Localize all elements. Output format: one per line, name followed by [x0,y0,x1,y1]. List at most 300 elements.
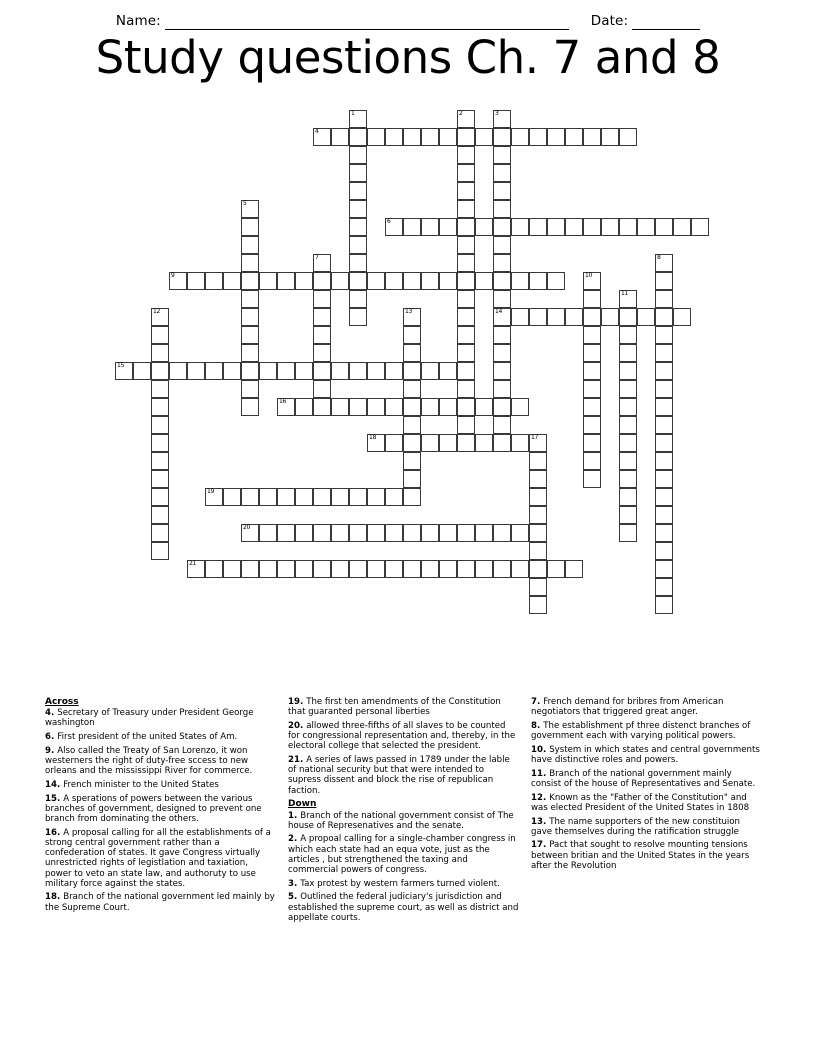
crossword-cell[interactable] [529,542,547,560]
crossword-cell[interactable] [601,308,619,326]
crossword-cell[interactable] [457,326,475,344]
crossword-cell[interactable] [349,164,367,182]
clue-text: Outlined the federal judiciary's jurisdiction and established the supreme court, as well as district and appellate courts. [288,892,519,923]
crossword-cell[interactable] [403,272,421,290]
crossword-cell[interactable] [277,362,295,380]
crossword-cell[interactable] [457,308,475,326]
crossword-cell[interactable] [421,434,439,452]
crossword-cell[interactable] [493,272,511,290]
crossword-cell[interactable] [619,128,637,146]
crossword-cell[interactable] [439,560,457,578]
crossword-cell[interactable] [457,254,475,272]
crossword-cell[interactable] [295,362,313,380]
crossword-cell[interactable] [619,290,637,308]
crossword-cell[interactable] [403,128,421,146]
crossword-cell[interactable] [367,524,385,542]
crossword-cell[interactable] [601,218,619,236]
clue-down-1 [288,811,519,831]
crossword-cell[interactable] [655,218,673,236]
crossword-cell[interactable] [331,128,349,146]
crossword-cell[interactable] [205,362,223,380]
crossword-cell[interactable] [529,218,547,236]
crossword-cell[interactable] [637,308,655,326]
crossword-cell[interactable] [457,236,475,254]
crossword-cell[interactable] [565,308,583,326]
crossword-cell[interactable] [529,596,547,614]
crossword-cell[interactable] [403,362,421,380]
crossword-cell[interactable] [439,218,457,236]
crossword-cell[interactable] [673,218,691,236]
crossword-cell[interactable] [331,524,349,542]
crossword-cell[interactable] [619,326,637,344]
crossword-cell[interactable] [583,218,601,236]
crossword-cell[interactable] [493,200,511,218]
crossword-cell[interactable] [403,524,421,542]
crossword-cell[interactable] [511,398,529,416]
crossword-cell[interactable] [259,272,277,290]
crossword-cell[interactable] [277,488,295,506]
crossword-cell[interactable] [385,434,403,452]
crossword-cell[interactable] [475,398,493,416]
crossword-cell[interactable] [205,272,223,290]
crossword-cell[interactable] [349,254,367,272]
crossword-cell[interactable] [493,164,511,182]
crossword-cell[interactable] [493,236,511,254]
crossword-cell[interactable] [151,470,169,488]
crossword-cell[interactable] [655,362,673,380]
crossword-cell[interactable] [619,506,637,524]
crossword-cell[interactable] [403,308,421,326]
crossword-cell[interactable] [475,128,493,146]
clue-text: The establishment pf three distenct branches of government each with varying political powers. [531,720,751,742]
crossword-cell[interactable] [655,596,673,614]
crossword-cell[interactable] [583,272,601,290]
crossword-cell[interactable] [403,398,421,416]
crossword-cell[interactable] [457,380,475,398]
crossword-cell[interactable] [457,146,475,164]
crossword-cell-number: 11 [621,290,629,297]
crossword-cell[interactable] [349,398,367,416]
crossword-cell[interactable] [583,290,601,308]
crossword-cell[interactable] [169,272,187,290]
crossword-cell[interactable] [439,398,457,416]
crossword-cell[interactable] [403,470,421,488]
crossword-cell[interactable] [457,182,475,200]
crossword-cell[interactable] [367,488,385,506]
crossword-cell[interactable] [493,326,511,344]
crossword-cell[interactable] [547,272,565,290]
crossword-cell[interactable] [511,272,529,290]
crossword-cell[interactable] [655,434,673,452]
crossword-cell[interactable] [385,362,403,380]
crossword-cell[interactable] [655,326,673,344]
crossword-cell[interactable] [583,308,601,326]
crossword-cell[interactable] [295,524,313,542]
crossword-cell[interactable] [439,434,457,452]
crossword-cell[interactable] [655,560,673,578]
crossword-cell[interactable] [565,218,583,236]
crossword-cell[interactable] [313,344,331,362]
crossword-cell[interactable] [385,218,403,236]
crossword-cell[interactable] [385,272,403,290]
crossword-cell[interactable] [241,236,259,254]
crossword-cell[interactable] [241,308,259,326]
crossword-cell[interactable] [385,524,403,542]
crossword-cell[interactable] [619,488,637,506]
crossword-cell[interactable] [403,434,421,452]
crossword-cell[interactable] [547,560,565,578]
crossword-cell[interactable] [655,452,673,470]
crossword-cell[interactable] [367,398,385,416]
crossword-cell[interactable] [115,362,133,380]
crossword-cell[interactable] [457,272,475,290]
crossword-cell[interactable] [313,560,331,578]
crossword-cell[interactable] [403,416,421,434]
crossword-cell[interactable] [259,362,277,380]
crossword-cell[interactable] [529,434,547,452]
clue-text: The name supporters of the new constituion gave themselves during the ratification struggle [531,816,740,837]
crossword-cell[interactable] [655,524,673,542]
crossword-cell[interactable] [493,146,511,164]
crossword-cell[interactable] [241,344,259,362]
clue-number: 18. [45,892,64,903]
crossword-cell[interactable] [313,326,331,344]
crossword-cell[interactable] [349,488,367,506]
crossword-cell[interactable] [493,416,511,434]
crossword-cell[interactable] [349,200,367,218]
crossword-cell[interactable] [583,398,601,416]
crossword-cell[interactable] [439,362,457,380]
crossword-cell[interactable] [151,434,169,452]
crossword-cell[interactable] [295,398,313,416]
crossword-cell[interactable] [241,380,259,398]
crossword-cell[interactable] [403,380,421,398]
crossword-cell[interactable] [583,344,601,362]
crossword-cell[interactable] [619,362,637,380]
crossword-cell[interactable] [511,560,529,578]
crossword-cell[interactable] [403,452,421,470]
crossword-cell[interactable] [331,272,349,290]
crossword-cell[interactable] [241,254,259,272]
crossword-cell[interactable] [403,218,421,236]
crossword-cell[interactable] [349,236,367,254]
crossword-cell[interactable] [655,506,673,524]
crossword-cell[interactable] [151,452,169,470]
clue-column-2 [288,697,531,927]
crossword-cell[interactable] [169,362,187,380]
crossword-cell[interactable] [421,560,439,578]
crossword-cell[interactable] [277,560,295,578]
crossword-cell[interactable] [475,560,493,578]
crossword-cell[interactable] [151,362,169,380]
crossword-cell[interactable] [367,362,385,380]
crossword-cell[interactable] [133,362,151,380]
crossword-cell[interactable] [583,326,601,344]
crossword-cell[interactable] [583,470,601,488]
crossword-cell[interactable] [475,218,493,236]
crossword-cell[interactable] [529,488,547,506]
crossword-cell[interactable] [673,308,691,326]
crossword-cell[interactable] [493,218,511,236]
crossword-cell[interactable] [655,416,673,434]
crossword-cell[interactable] [151,308,169,326]
crossword-cell[interactable] [223,560,241,578]
crossword-cell[interactable] [439,524,457,542]
crossword-cell[interactable] [493,434,511,452]
crossword-cell[interactable] [529,506,547,524]
crossword-cell[interactable] [475,434,493,452]
crossword-cell[interactable] [421,398,439,416]
crossword-cell[interactable] [655,254,673,272]
crossword-cell[interactable] [619,434,637,452]
crossword-cell[interactable] [277,272,295,290]
crossword-cell[interactable] [439,128,457,146]
crossword-cell[interactable] [565,560,583,578]
crossword-cell[interactable] [205,560,223,578]
crossword-cell[interactable] [457,560,475,578]
crossword-cell[interactable] [457,416,475,434]
crossword-cell[interactable] [349,128,367,146]
crossword-cell[interactable] [457,110,475,128]
crossword-cell[interactable] [529,452,547,470]
crossword-cell[interactable] [547,308,565,326]
crossword-cell[interactable] [493,362,511,380]
crossword-cell[interactable] [295,488,313,506]
crossword-cell[interactable] [655,470,673,488]
crossword-cell[interactable] [349,362,367,380]
crossword-cell[interactable] [619,470,637,488]
crossword-cell[interactable] [457,524,475,542]
crossword-cell[interactable] [583,452,601,470]
crossword-cell[interactable] [619,452,637,470]
crossword-cell[interactable] [349,110,367,128]
crossword-cell[interactable] [421,218,439,236]
crossword-cell[interactable] [241,326,259,344]
crossword-cell[interactable] [331,488,349,506]
clue-across-16 [45,828,276,889]
crossword-cell[interactable] [601,128,619,146]
crossword-cell[interactable] [493,308,511,326]
crossword-cell[interactable] [313,380,331,398]
crossword-cell[interactable] [511,218,529,236]
crossword-cell[interactable] [493,380,511,398]
crossword-cell[interactable] [493,182,511,200]
crossword-cell[interactable] [241,200,259,218]
crossword-cell[interactable] [349,146,367,164]
crossword-cell[interactable] [529,524,547,542]
crossword-cell[interactable] [457,218,475,236]
crossword-cell[interactable] [331,398,349,416]
crossword-cell[interactable] [151,344,169,362]
crossword-cell[interactable] [619,218,637,236]
crossword-cell[interactable] [619,416,637,434]
crossword-cell[interactable] [367,128,385,146]
crossword-cell[interactable] [313,272,331,290]
crossword-cell[interactable] [457,290,475,308]
crossword-cell[interactable] [403,560,421,578]
crossword-cell[interactable] [655,488,673,506]
crossword-cell[interactable] [223,362,241,380]
date-blank-line[interactable] [632,16,700,30]
crossword-cell[interactable] [403,488,421,506]
crossword-cell[interactable] [313,308,331,326]
crossword-cell[interactable] [403,344,421,362]
crossword-cell[interactable] [151,488,169,506]
clue-down-5 [288,892,519,923]
crossword-cell[interactable] [655,578,673,596]
crossword-cell[interactable] [583,416,601,434]
crossword-cell[interactable] [583,128,601,146]
crossword-cell[interactable] [241,560,259,578]
crossword-cell[interactable] [241,290,259,308]
crossword-cell[interactable] [529,470,547,488]
crossword-cell[interactable] [457,398,475,416]
crossword-cell[interactable] [385,398,403,416]
crossword-cell[interactable] [241,362,259,380]
crossword-cell[interactable] [277,524,295,542]
crossword-cell[interactable] [511,128,529,146]
crossword-cell[interactable] [313,398,331,416]
crossword-cell[interactable] [475,524,493,542]
crossword-cell[interactable] [151,416,169,434]
crossword-cell[interactable] [655,380,673,398]
crossword-cell[interactable] [655,542,673,560]
crossword-cell[interactable] [529,560,547,578]
crossword-cell[interactable] [547,218,565,236]
crossword-cell[interactable] [367,560,385,578]
crossword-cell[interactable] [529,308,547,326]
crossword-cell[interactable] [493,560,511,578]
crossword-cell[interactable] [205,488,223,506]
crossword-cell[interactable] [259,560,277,578]
crossword-cell[interactable] [493,254,511,272]
crossword-cell[interactable] [187,560,205,578]
crossword-cell[interactable] [349,182,367,200]
crossword-cell[interactable] [529,128,547,146]
crossword-cell[interactable] [277,398,295,416]
crossword-cell[interactable] [331,560,349,578]
crossword-cell[interactable] [259,488,277,506]
crossword-cell[interactable] [493,524,511,542]
crossword-cell[interactable] [583,380,601,398]
crossword-cell[interactable] [565,128,583,146]
crossword-cell[interactable] [241,488,259,506]
crossword-cell[interactable] [403,326,421,344]
crossword-cell[interactable] [619,308,637,326]
crossword-cell[interactable] [223,488,241,506]
crossword-cell[interactable] [349,560,367,578]
crossword-cell[interactable] [583,434,601,452]
crossword-cell[interactable] [349,524,367,542]
crossword-cell[interactable] [331,362,349,380]
crossword-cell[interactable] [241,524,259,542]
crossword-cell[interactable] [313,524,331,542]
crossword-cell[interactable] [511,524,529,542]
crossword-cell[interactable] [457,344,475,362]
clue-down-13 [531,817,762,837]
crossword-cell[interactable] [151,398,169,416]
crossword-cell[interactable] [385,488,403,506]
crossword-cell[interactable] [151,326,169,344]
crossword-cell[interactable] [151,380,169,398]
crossword-cell[interactable] [457,128,475,146]
crossword-cell[interactable] [637,218,655,236]
crossword-cell[interactable] [241,272,259,290]
crossword-cell[interactable] [349,290,367,308]
crossword-cell[interactable] [367,272,385,290]
crossword-cell[interactable] [421,272,439,290]
crossword-cell[interactable] [493,128,511,146]
crossword-cell[interactable] [421,128,439,146]
crossword-cell[interactable] [457,164,475,182]
crossword-cell[interactable] [187,362,205,380]
crossword-cell[interactable] [655,272,673,290]
crossword-cell[interactable] [655,398,673,416]
crossword-cell[interactable] [655,344,673,362]
crossword-cell[interactable] [349,272,367,290]
crossword-cell[interactable] [475,272,493,290]
name-blank-line[interactable] [165,16,569,30]
crossword-cell[interactable] [385,128,403,146]
crossword-cell[interactable] [655,290,673,308]
crossword-cell[interactable] [313,254,331,272]
crossword-cell[interactable] [223,272,241,290]
crossword-cell[interactable] [511,434,529,452]
crossword-cell[interactable] [493,110,511,128]
crossword-cell[interactable] [493,398,511,416]
crossword-cell[interactable] [529,272,547,290]
name-date-row [0,0,816,30]
crossword-cell[interactable] [691,218,709,236]
crossword-cell[interactable] [457,200,475,218]
crossword-cell[interactable] [349,308,367,326]
crossword-cell[interactable] [313,362,331,380]
crossword-cell[interactable] [529,578,547,596]
crossword-grid[interactable] [0,104,816,624]
crossword-cell[interactable] [151,524,169,542]
crossword-cell[interactable] [655,308,673,326]
crossword-cell[interactable] [151,542,169,560]
crossword-cell[interactable] [421,524,439,542]
crossword-cell[interactable] [619,524,637,542]
crossword-cell[interactable] [313,290,331,308]
crossword-cell[interactable] [295,560,313,578]
crossword-cell[interactable] [367,434,385,452]
crossword-cell[interactable] [313,488,331,506]
crossword-cell[interactable] [493,290,511,308]
crossword-cell[interactable] [259,524,277,542]
crossword-cell[interactable] [151,506,169,524]
crossword-cell[interactable] [493,344,511,362]
crossword-cell[interactable] [457,434,475,452]
crossword-cell[interactable] [619,344,637,362]
crossword-cell[interactable] [619,398,637,416]
crossword-cell[interactable] [385,560,403,578]
crossword-cell[interactable] [421,362,439,380]
crossword-cell[interactable] [349,218,367,236]
crossword-cell[interactable] [583,362,601,380]
crossword-cell[interactable] [187,272,205,290]
crossword-cell[interactable] [511,308,529,326]
crossword-cell[interactable] [457,362,475,380]
crossword-cell[interactable] [241,218,259,236]
crossword-cell[interactable] [547,128,565,146]
crossword-cell[interactable] [241,398,259,416]
crossword-cell[interactable] [619,380,637,398]
crossword-cell[interactable] [295,272,313,290]
crossword-cell[interactable] [439,272,457,290]
crossword-cell[interactable] [313,128,331,146]
